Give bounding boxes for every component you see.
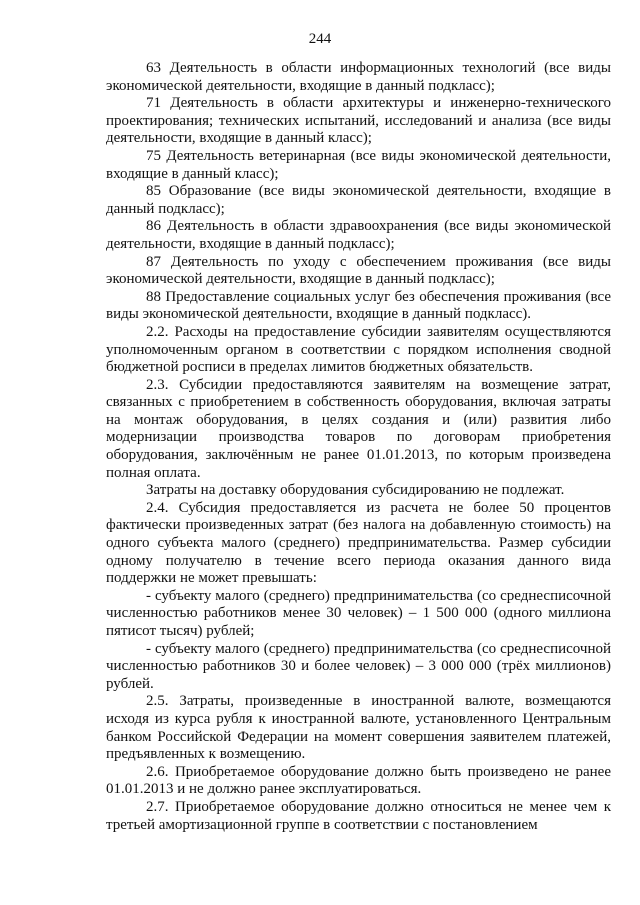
paragraph-limit-30-plus: - субъекту малого (среднего) предпринимательства (со среднесписочной численностью работников 30 и более человек) – 3 000 000 (трёх миллионов) рублей. — [106, 640, 611, 692]
paragraph-okved-86: 86 Деятельность в области здравоохранения (все виды экономической деятельности, входящие в данный подкласс); — [106, 218, 611, 252]
paragraph-2-5: 2.5. Затраты, произведенные в иностранной валюте, возмещаются исходя из курса рубля к иностранной валюте, установленного Центральным банком Российской Федерации на момент совершения заявителем платежей, предъявленных к возмещению. — [106, 693, 611, 763]
paragraph-okved-63: 63 Деятельность в области информационных технологий (все виды экономической деятельности, входящие в данный подкласс); — [106, 60, 611, 94]
paragraph-okved-88: 88 Предоставление социальных услуг без обеспечения проживания (все виды экономической деятельности, входящие в данный подкласс). — [106, 288, 611, 323]
paragraph-okved-85: 85 Образование (все виды экономической деятельности, входящие в данный подкласс); — [106, 183, 611, 217]
paragraph-delivery-costs: Затраты на доставку оборудования субсидированию не подлежат. — [146, 482, 565, 499]
document-body — [106, 60, 611, 834]
paragraph-2-4: 2.4. Субсидия предоставляется из расчета не более 50 процентов фактически произведенных затрат (без налога на добавленную стоимость) на одного субъекта малого (среднего) предпринимательства. Размер субсидии одному получателю в течение всего периода оказания данного вида поддержки не может превышать: — [106, 499, 611, 587]
paragraph-okved-71: 71 Деятельность в области архитектуры и инженерно-технического проектирования; технических испытаний, исследований и анализа (все виды деятельности, входящие в данный класс); — [106, 95, 611, 147]
page-number: 244 — [308, 31, 332, 47]
paragraph-2-6: 2.6. Приобретаемое оборудование должно быть произведено не ранее 01.01.2013 и не должно ранее эксплуатироваться. — [106, 763, 611, 798]
paragraph-2-2: 2.2. Расходы на предоставление субсидии заявителям осуществляются уполномоченным органом в соответствии с порядком исполнения сводной бюджетной росписи в пределах лимитов бюджетных обязательств. — [106, 323, 611, 376]
paragraph-okved-75: 75 Деятельность ветеринарная (все виды экономической деятельности, входящие в данный класс); — [106, 147, 611, 182]
paragraph-okved-87: 87 Деятельность по уходу с обеспечением проживания (все виды экономической деятельности, входящие в данный подкласс); — [106, 253, 611, 288]
paragraph-limit-under-30: - субъекту малого (среднего) предпринимательства (со среднесписочной численностью работников менее 30 человек) – 1 500 000 (одного миллиона пятисот тысяч) рублей; — [106, 587, 611, 639]
paragraph-2-3: 2.3. Субсидии предоставляются заявителям на возмещение затрат, связанных с приобретением в собственность оборудования, включая затраты на монтаж оборудования, в целях создания и (или) развития либо модернизации производства товаров по договорам приобретения оборудования, заключённым не ранее 01.01.2013, по которым произведена полная оплата. — [106, 376, 611, 481]
paragraph-2-7: 2.7. Приобретаемое оборудование должно относиться не менее чем к третьей амортизационной группе в соответствии с постановлением — [106, 798, 611, 833]
